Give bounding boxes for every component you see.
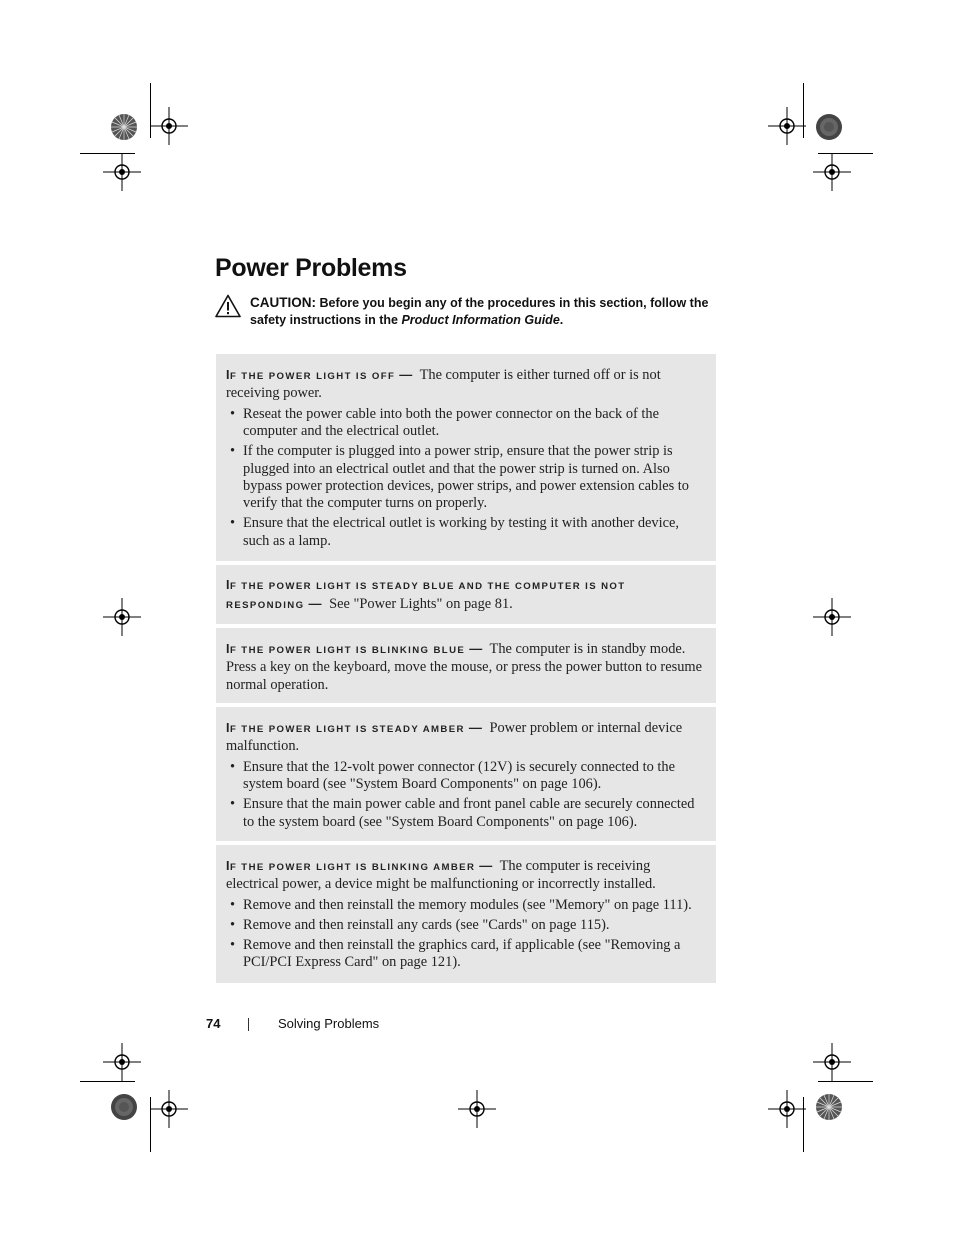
registration-mark-icon [768,1090,806,1128]
section-body: The computer is receiving electrical power, a device might be malfunctioning or incorrectly installed. [226,858,656,893]
caution-label: CAUTION: [250,295,316,310]
section-body: The computer is in standby mode. Press a key on the keyboard, move the mouse, or press the power button to resume normal operation. [226,641,702,693]
bullet-list [226,406,706,550]
heading-dash: — [479,858,493,873]
starburst-target-icon [815,1093,843,1121]
caution-end: . [559,313,564,327]
crop-line [80,1081,135,1082]
section-heading: IF THE POWER LIGHT IS STEADY BLUE AND THE COMPUTER IS NOT RESPONDING [226,578,626,612]
list-item: • Ensure that the electrical outlet is working by testing it with another device, such as a lamp. [226,515,706,550]
guide-title: Product Information Guide [401,313,560,327]
registration-mark-icon [103,598,141,636]
problem-section [216,845,716,983]
caution-body: Before you begin any of the procedures in this section, follow the safety instructions in the [250,296,709,327]
list-item: • Remove and then reinstall any cards (see "Cards" on page 115). [226,917,706,934]
page-title: Power Problems [215,254,407,282]
section-heading: IF THE POWER LIGHT IS OFF [226,368,396,382]
heading-dash: — [308,596,322,612]
problem-section [216,707,716,841]
section-body: The computer is either turned off or is not receiving power. [226,367,661,402]
list-item: • Remove and then reinstall the memory modules (see "Memory" on page 111). [226,897,706,914]
section-heading: IF THE POWER LIGHT IS BLINKING AMBER [226,859,476,873]
starburst-target-icon [110,1093,138,1121]
list-item: • If the computer is plugged into a power strip, ensure that the power strip is plugged into an electrical outlet and that the power strip is turned on. Also bypass power protection devices, power strips, and power extension cables to verify that the computer turns on properly. [226,443,706,513]
starburst-target-icon [110,113,138,141]
section-body: See "Power Lights" on page 81. [329,596,513,613]
caution-text [250,294,720,329]
section-heading: IF THE POWER LIGHT IS BLINKING BLUE [226,642,466,656]
heading-dash: — [399,367,413,382]
heading-dash: — [468,720,482,735]
registration-mark-icon [150,1090,188,1128]
registration-mark-icon [768,107,806,145]
registration-mark-icon [103,153,141,191]
crop-line [818,1081,873,1082]
problem-section [216,354,716,561]
registration-mark-icon [813,153,851,191]
heading-dash: — [469,641,483,656]
list-item: • Remove and then reinstall the graphics card, if applicable (see "Removing a PCI/PCI Express Card" on page 121). [226,937,706,972]
registration-mark-icon [103,1043,141,1081]
starburst-target-icon [815,113,843,141]
list-item: • Reseat the power cable into both the power connector on the back of the computer and the electrical outlet. [226,406,706,441]
list-item: • Ensure that the 12-volt power connector (12V) is securely connected to the system board (see "System Board Components" on page 106). [226,759,706,794]
footer-divider [248,1018,249,1031]
problem-section [216,565,716,624]
list-item: • Ensure that the main power cable and front panel cable are securely connected to the system board (see "System Board Components" on page 106). [226,796,706,831]
bullet-list [226,897,706,972]
section-heading: IF THE POWER LIGHT IS STEADY AMBER [226,721,465,735]
page-number: 74 [206,1016,221,1031]
section-body: Power problem or internal device malfunction. [226,720,683,755]
registration-mark-icon [458,1090,496,1128]
footer-section-name: Solving Problems [278,1016,380,1031]
bullet-list [226,759,706,831]
registration-mark-icon [150,107,188,145]
warning-triangle-icon [215,294,241,318]
registration-mark-icon [813,1043,851,1081]
registration-mark-icon [813,598,851,636]
problem-section [216,628,716,703]
